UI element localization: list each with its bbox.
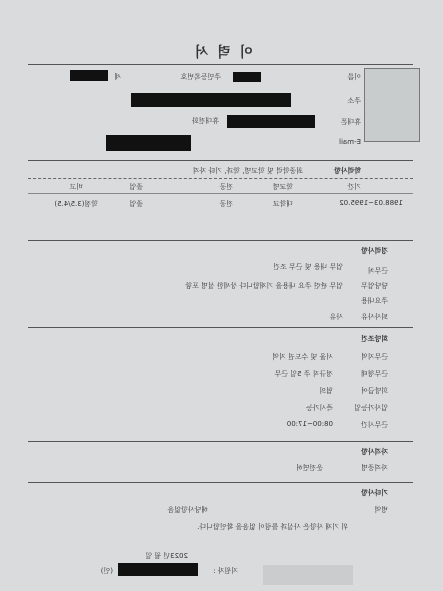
education-period-label: 기간 — [347, 183, 361, 191]
misc-section-title: 기타사항 — [360, 489, 388, 497]
education-header: 최종학력 및 학교명, 학과, 기타 자격 — [192, 167, 303, 175]
career-row-label: 담당업무 — [360, 282, 388, 290]
signature-suffix: (인) — [100, 567, 113, 575]
education-other-label: 비고 — [69, 183, 83, 191]
education-section-title: 학력사항 — [333, 167, 361, 175]
email-label: E-mail — [339, 138, 361, 146]
desired-row-value: 즉시가능 — [305, 404, 333, 412]
education-major-label: 전공 — [219, 183, 233, 191]
phone-redaction — [227, 115, 315, 128]
photo-box — [364, 68, 420, 142]
date-text: 2023년 월 일 — [145, 552, 188, 560]
desired-row-value: 08:00~17:00 — [286, 420, 333, 428]
scan-smudge — [263, 565, 353, 585]
section-divider — [28, 160, 413, 161]
section-divider — [28, 441, 413, 442]
desired-row-value: 정규직 주 5일 근무 — [274, 370, 333, 378]
section-divider — [28, 327, 413, 328]
id-number-label: 주민등록번호 — [180, 73, 221, 81]
education-school-value: 대학교 — [272, 200, 293, 208]
education-note-value: 학점(3.5/4.5) — [54, 200, 98, 208]
desired-row-label: 희망급여 — [360, 387, 388, 395]
education-grade-label: 졸업 — [129, 183, 143, 191]
address-redaction — [131, 93, 291, 107]
contact-aux: 휴대전화 — [191, 117, 219, 125]
email-redaction — [106, 135, 191, 151]
misc-row-label: 병역 — [374, 506, 388, 514]
desired-row-label: 근무시간 — [360, 421, 388, 429]
career-row-value: 업무 내용 및 근무 조건 — [273, 263, 343, 271]
desired-row-label: 근무형태 — [360, 370, 388, 378]
license-section-title: 자격사항 — [360, 448, 388, 456]
education-period-value: 1988.03~1995.02 — [339, 199, 403, 207]
career-row-value: 사유 — [329, 313, 343, 321]
license-row-value: 운전면허 — [295, 464, 323, 472]
education-grade-value: 졸업 — [129, 200, 143, 208]
career-row-value: 업무 관련 주요 내용을 기재합니다 상세한 설명 포함 — [185, 282, 343, 290]
education-header-line — [28, 178, 413, 180]
career-row-label: 근무처 — [367, 267, 388, 275]
career-row-label: 퇴사사유 — [360, 313, 388, 321]
education-school-label: 학교명 — [272, 183, 293, 191]
divider — [28, 64, 413, 65]
desired-section-title: 희망조건 — [360, 335, 388, 343]
name-label: 이름 — [347, 73, 361, 81]
section-divider — [28, 240, 413, 241]
misc-row-value: 해당사항없음 — [167, 506, 208, 514]
section-divider — [28, 482, 413, 483]
career-section-title: 경력사항 — [360, 247, 388, 255]
education-major-value: 전공 — [219, 200, 233, 208]
desired-row-label: 입사가능일 — [354, 404, 388, 412]
signature-label: 지원자 : — [213, 567, 238, 575]
contact-label: 휴대폰 — [340, 118, 361, 126]
education-row-divider — [28, 193, 413, 194]
desired-row-value: 서울 및 수도권 지역 — [272, 353, 333, 361]
signature-redaction — [118, 563, 198, 576]
age-suffix: 세 — [114, 73, 121, 81]
desired-row-label: 근무지역 — [360, 353, 388, 361]
career-row-label: 주요내용 — [360, 297, 388, 305]
license-row-label: 자격증명 — [360, 464, 388, 472]
age-redaction — [70, 70, 108, 81]
page-title: 이 력 서 — [192, 45, 253, 61]
name-redaction — [233, 72, 261, 82]
address-label: 주소 — [347, 97, 361, 105]
pledge-text: 위 기재 사항은 사실과 틀림이 없음을 확인합니다. — [197, 523, 348, 531]
desired-row-value: 협의 — [319, 387, 333, 395]
